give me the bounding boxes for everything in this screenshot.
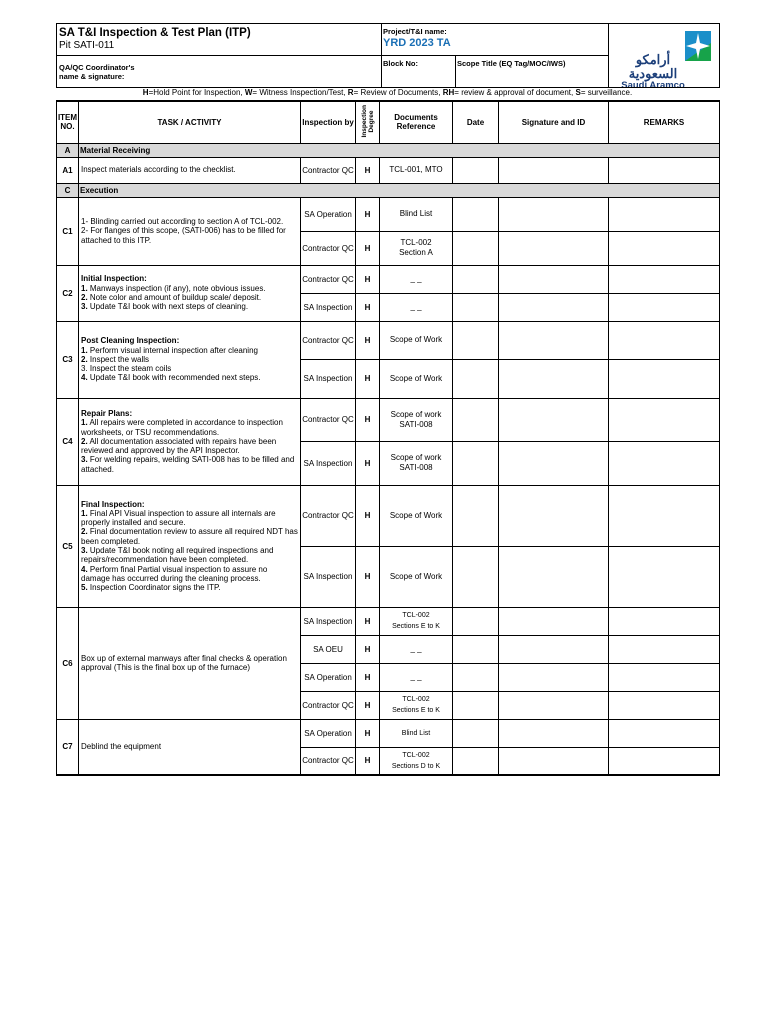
legend-s-key: S: [575, 88, 581, 97]
step-text: Update T&I book with recommended next steps.: [87, 373, 261, 383]
document-reference: _ _: [380, 663, 453, 691]
document-reference: _ _: [380, 265, 453, 293]
col-degree-line1: Inspection: [360, 104, 368, 138]
col-signature: Signature and ID: [499, 101, 609, 143]
doc-line: TCL-002: [402, 751, 430, 759]
remarks-field[interactable]: [609, 747, 720, 775]
legend-s-text: = surveillance.: [580, 88, 633, 97]
saudi-aramco-logo: [609, 25, 719, 87]
signature-field[interactable]: [499, 719, 609, 747]
legend-h-key: H: [142, 88, 149, 97]
step-number: 1.: [81, 345, 88, 355]
inspection-by: Contractor QC: [301, 265, 356, 293]
section-label: Material Receiving: [79, 143, 720, 157]
task-line: 2- For flanges of this scope, (SATI-006) has to be filled for attached to this ITP.: [81, 226, 286, 245]
step-number: 2.: [81, 527, 88, 537]
inspection-by: SA Inspection: [301, 293, 356, 321]
inspection-degree: H: [356, 231, 380, 265]
table-row-c3: [57, 321, 720, 359]
doc-line: TCL-002: [402, 696, 430, 703]
inspection-degree: H: [356, 663, 380, 691]
doc-line: Sections E to K: [392, 707, 440, 714]
task-text: [79, 265, 301, 321]
document-reference: [380, 719, 453, 747]
table-row-c7: [57, 719, 720, 747]
doc-line: SATI-008: [399, 463, 433, 472]
step-number: 3.: [81, 302, 88, 312]
step-text: Inspection Coordinator signs the ITP.: [87, 583, 221, 593]
item-no: C7: [57, 719, 79, 775]
signature-field[interactable]: [499, 157, 609, 183]
task-text: Box up of external manways after final checks & operation approval (This is the final box up of the furnace): [79, 607, 301, 719]
date-field[interactable]: [453, 546, 499, 607]
inspection-degree: H: [356, 485, 380, 546]
item-no: A1: [57, 157, 79, 183]
doc-line: Blind List: [401, 729, 431, 737]
signature-field[interactable]: [499, 265, 609, 293]
date-field[interactable]: [453, 719, 499, 747]
step-number: 3.: [81, 546, 88, 555]
document-reference: [380, 607, 453, 635]
remarks-field[interactable]: [609, 359, 720, 398]
itp-header: [56, 23, 720, 88]
task-line: 1- Blinding carried out according to section A of TCL-002.: [81, 217, 284, 227]
remarks-field[interactable]: [609, 231, 720, 265]
inspection-degree: H: [356, 719, 380, 747]
date-field[interactable]: [453, 197, 499, 231]
date-field[interactable]: [453, 663, 499, 691]
item-no: C4: [57, 398, 79, 485]
inspection-by: Contractor QC: [301, 321, 356, 359]
block-no-label: Block No:: [383, 59, 419, 68]
table-row-a1: [57, 157, 720, 183]
table-row-c5: [57, 485, 720, 546]
step-number: 5.: [81, 583, 88, 593]
document-reference: Scope of Work: [380, 485, 453, 546]
qa-label-line1: QA/QC Coordinator's: [59, 63, 135, 72]
item-no: C3: [57, 321, 79, 398]
step-text: Perform final Partial visual inspection to assure no damage has occurred during the cleaning process.: [81, 564, 268, 583]
remarks-field[interactable]: [609, 691, 720, 719]
step-number: 4.: [81, 564, 88, 574]
task-heading: Repair Plans:: [81, 408, 133, 418]
date-field[interactable]: [453, 157, 499, 183]
inspection-degree: H: [356, 157, 380, 183]
step-number: 3.: [81, 455, 88, 465]
signature-field[interactable]: [499, 635, 609, 663]
table-row-c1: [57, 197, 720, 231]
inspection-degree: H: [356, 293, 380, 321]
signature-field[interactable]: [499, 607, 609, 635]
signature-field[interactable]: [499, 321, 609, 359]
step-text: Note color and amount of buildup scale/ deposit.: [87, 293, 262, 302]
document-reference: Blind List: [380, 197, 453, 231]
document-reference: Scope of Work: [380, 359, 453, 398]
remarks-field[interactable]: [609, 398, 720, 441]
step-text: Update T&I book noting all required inspections and repairs/recommendation have been completed.: [81, 546, 274, 565]
date-field[interactable]: [453, 635, 499, 663]
signature-field[interactable]: [499, 747, 609, 775]
scope-title-cell[interactable]: [456, 56, 609, 88]
step-text: Inspect the walls: [87, 354, 150, 364]
remarks-field[interactable]: [609, 607, 720, 635]
inspection-degree: H: [356, 398, 380, 441]
date-field[interactable]: [453, 231, 499, 265]
legend: [56, 88, 719, 97]
qa-coordinator-label: [57, 56, 381, 81]
document-reference: Scope of Work: [380, 321, 453, 359]
title-cell: [57, 24, 382, 56]
step-number: 1.: [81, 418, 88, 428]
remarks-field[interactable]: [609, 197, 720, 231]
document-reference: [380, 747, 453, 775]
date-field[interactable]: [453, 359, 499, 398]
col-item-line2: NO.: [60, 122, 75, 132]
col-docs-line1: Documents: [394, 113, 438, 123]
inspection-degree: H: [356, 747, 380, 775]
inspection-degree: H: [356, 265, 380, 293]
qa-coordinator-cell[interactable]: [57, 56, 382, 88]
task-heading: Post Cleaning Inspection:: [81, 336, 180, 346]
table-row-c4: [57, 398, 720, 441]
step-text: 3. Inspect the steam coils: [81, 364, 172, 374]
section-label: Execution: [79, 183, 720, 197]
document-reference: [380, 441, 453, 485]
step-number: 4.: [81, 373, 88, 383]
project-value: YRD 2023 TA: [383, 37, 451, 49]
remarks-field[interactable]: [609, 293, 720, 321]
remarks-field[interactable]: [609, 485, 720, 546]
step-number: 2.: [81, 293, 88, 302]
inspection-by: Contractor QC: [301, 231, 356, 265]
table-header-row: [57, 101, 720, 143]
legend-w-key: W: [244, 88, 253, 97]
legend-h-text: =Hold Point for Inspection,: [148, 88, 245, 97]
remarks-field[interactable]: [609, 265, 720, 293]
section-item: C: [57, 183, 79, 197]
doc-line: TCL-002: [400, 238, 432, 247]
signature-field[interactable]: [499, 691, 609, 719]
project-label: Project/T&I name:: [383, 27, 447, 36]
col-item-line1: ITEM: [57, 113, 78, 123]
inspection-by: Contractor QC: [301, 747, 356, 775]
section-item: A: [57, 143, 79, 157]
legend-r-text: = Review of Documents,: [353, 88, 443, 97]
date-field[interactable]: [453, 265, 499, 293]
doc-line: Scope of work: [390, 409, 442, 419]
inspection-by: SA Inspection: [301, 546, 356, 607]
step-text: All documentation associated with repairs have been reviewed and approved by the API Inspector.: [81, 436, 277, 456]
inspection-by: Contractor QC: [301, 485, 356, 546]
document-reference: [380, 231, 453, 265]
inspection-degree: H: [356, 546, 380, 607]
task-text: [79, 398, 301, 485]
inspection-degree: H: [356, 607, 380, 635]
date-field[interactable]: [453, 691, 499, 719]
signature-field[interactable]: [499, 231, 609, 265]
table-row-c2: [57, 265, 720, 293]
inspection-degree: H: [356, 197, 380, 231]
inspection-by: Contractor QC: [301, 398, 356, 441]
date-field[interactable]: [453, 321, 499, 359]
inspection-by: Contractor QC: [301, 691, 356, 719]
item-no: C2: [57, 265, 79, 321]
task-heading: Initial Inspection:: [81, 274, 147, 284]
inspection-by: SA Operation: [301, 197, 356, 231]
col-degree-line2: Degree: [367, 110, 375, 133]
date-field[interactable]: [453, 747, 499, 775]
logo-arabic-text: أرامكو السعودية: [628, 51, 678, 81]
project-cell[interactable]: [382, 24, 609, 56]
document-reference: [380, 691, 453, 719]
task-text: Deblind the equipment: [79, 719, 301, 775]
task-text: [79, 485, 301, 607]
col-documents-reference: [380, 101, 453, 143]
signature-field[interactable]: [499, 441, 609, 485]
legend-w-text: = Witness Inspection/Test,: [252, 88, 348, 97]
step-text: For welding repairs, welding SATI-008 has to be filled and attached.: [81, 455, 295, 474]
document-number: Pit SATI-011: [59, 40, 115, 51]
step-text: Update T&I book with next steps of cleaning.: [87, 302, 249, 312]
col-inspection-degree: [356, 101, 380, 143]
inspection-by: SA Inspection: [301, 441, 356, 485]
doc-line: TCL-002: [402, 612, 430, 619]
col-date: Date: [453, 101, 499, 143]
inspection-by: SA OEU: [301, 635, 356, 663]
signature-field[interactable]: [499, 293, 609, 321]
document-reference: _ _: [380, 635, 453, 663]
document-reference: Scope of Work: [380, 546, 453, 607]
itp-table: [56, 100, 720, 776]
inspection-degree: H: [356, 691, 380, 719]
section-row-a: [57, 143, 720, 157]
legend-rh-key: RH: [442, 88, 455, 97]
doc-line: Sections D to K: [391, 762, 441, 770]
col-remarks: REMARKS: [609, 101, 720, 143]
doc-line: Section A: [399, 248, 433, 257]
remarks-field[interactable]: [609, 441, 720, 485]
section-row-c: [57, 183, 720, 197]
step-number: 1.: [81, 283, 88, 293]
inspection-degree: H: [356, 635, 380, 663]
document-reference: _ _: [380, 293, 453, 321]
step-number: 2.: [81, 354, 88, 364]
doc-line: Sections E to K: [392, 623, 440, 630]
task-text: Inspect materials according to the checklist.: [79, 157, 301, 183]
col-task: TASK / ACTIVITY: [79, 101, 301, 143]
col-item-no: [57, 101, 79, 143]
inspection-by: SA Inspection: [301, 607, 356, 635]
doc-line: SATI-008: [399, 419, 433, 429]
signature-field[interactable]: [499, 359, 609, 398]
remarks-field[interactable]: [609, 663, 720, 691]
legend-r-key: R: [347, 88, 354, 97]
remarks-field[interactable]: [609, 157, 720, 183]
date-field[interactable]: [453, 485, 499, 546]
inspection-by: SA Operation: [301, 663, 356, 691]
inspection-by: Contractor QC: [301, 157, 356, 183]
date-field[interactable]: [453, 607, 499, 635]
block-no-cell[interactable]: [382, 56, 456, 88]
document-title: SA T&I Inspection & Test Plan (ITP): [59, 27, 251, 39]
qa-label-line2: name & signature:: [59, 72, 125, 81]
signature-field[interactable]: [499, 546, 609, 607]
step-number: 2.: [81, 436, 88, 446]
remarks-field[interactable]: [609, 321, 720, 359]
step-text: Final documentation review to assure all required NDT has been completed.: [81, 527, 298, 546]
signature-field[interactable]: [499, 485, 609, 546]
item-no: C5: [57, 485, 79, 607]
legend-rh-text: = review & approval of document,: [454, 88, 576, 97]
date-field[interactable]: [453, 441, 499, 485]
step-text: Perform visual internal inspection after cleaning: [87, 345, 258, 355]
task-text: [79, 197, 301, 265]
date-field[interactable]: [453, 398, 499, 441]
logo-english-text: Saudi Aramco: [621, 79, 685, 88]
inspection-degree: H: [356, 359, 380, 398]
scope-title-label: Scope Title (EQ Tag/MOC/IWS): [457, 59, 566, 68]
table-row-c6: [57, 607, 720, 635]
signature-field[interactable]: [499, 398, 609, 441]
step-text: All repairs were completed in accordance to inspection worksheets, or TSU recommendations.: [81, 418, 283, 437]
item-no: C1: [57, 197, 79, 265]
document-reference: [380, 398, 453, 441]
step-text: Manways inspection (if any), note obvious issues.: [87, 283, 266, 293]
inspection-by: SA Inspection: [301, 359, 356, 398]
remarks-field[interactable]: [609, 719, 720, 747]
inspection-degree: H: [356, 441, 380, 485]
col-docs-line2: Reference: [396, 122, 436, 132]
task-text: [79, 321, 301, 398]
col-inspection-by: Inspection by: [301, 101, 356, 143]
logo-cell: [609, 24, 720, 88]
task-heading: Final Inspection:: [81, 499, 145, 509]
remarks-field[interactable]: [609, 546, 720, 607]
inspection-degree: H: [356, 321, 380, 359]
remarks-field[interactable]: [609, 635, 720, 663]
signature-field[interactable]: [499, 663, 609, 691]
step-text: Final API Visual inspection to assure all internals are properly installed and secure.: [81, 508, 276, 528]
signature-field[interactable]: [499, 197, 609, 231]
doc-line: Scope of work: [390, 453, 442, 462]
document-reference: TCL-001, MTO: [380, 157, 453, 183]
date-field[interactable]: [453, 293, 499, 321]
step-number: 1.: [81, 508, 88, 518]
item-no: C6: [57, 607, 79, 719]
inspection-by: SA Operation: [301, 719, 356, 747]
